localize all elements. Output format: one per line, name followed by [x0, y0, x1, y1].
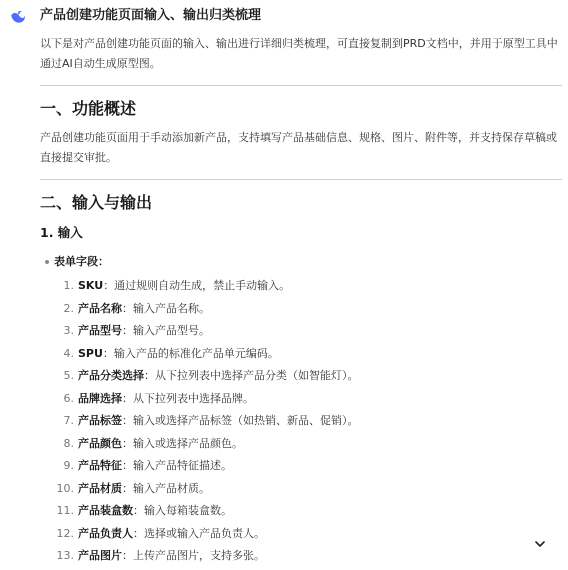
list-item-number: 7. — [63, 414, 74, 427]
field-description: ：从下拉列表中选择品牌。 — [122, 391, 254, 405]
field-name: 产品分类选择 — [78, 369, 144, 382]
field-name: SPU — [78, 346, 103, 360]
field-name: SKU — [78, 279, 104, 292]
list-item — [40, 455, 562, 478]
field-name: 产品标签 — [78, 414, 122, 427]
overview-paragraph: 产品创建功能页面用于手动添加新产品，支持填写产品基础信息、规格、图片、附件等，并支持保存草稿或直接提交审批。 — [40, 131, 557, 164]
list-item-number: 2. — [63, 301, 74, 315]
bullet-label: 表单字段： — [54, 255, 109, 268]
list-item — [40, 298, 562, 321]
list-item — [40, 523, 562, 546]
response-title: 产品创建功能页面输入、输出归类梳理 — [40, 8, 262, 23]
subsection-heading-input: 1. 输入 — [40, 225, 83, 240]
field-name: 产品型号 — [78, 324, 122, 337]
list-item-number: 9. — [63, 459, 74, 472]
chevron-down-icon — [533, 537, 547, 551]
list-item-number: 8. — [63, 436, 74, 450]
field-name: 产品装盒数 — [78, 504, 133, 517]
list-item-number: 5. — [63, 369, 74, 382]
scroll-to-bottom-button[interactable] — [528, 532, 552, 556]
field-description: ：输入产品名称。 — [122, 301, 210, 315]
section-divider — [40, 85, 562, 86]
list-item — [40, 388, 562, 411]
field-name: 产品负责人 — [78, 526, 133, 540]
list-item-number: 13. — [56, 549, 74, 562]
list-item-number: 10. — [56, 481, 74, 495]
list-item — [40, 410, 562, 433]
list-item — [40, 433, 562, 456]
section-heading-overview: 一、功能概述 — [40, 99, 137, 118]
list-item-number: 11. — [56, 504, 74, 517]
field-name: 产品颜色 — [78, 436, 122, 450]
list-item — [40, 478, 562, 501]
form-fields-bullet — [40, 252, 562, 272]
field-description: ：上传产品图片，支持多张。 — [122, 549, 265, 562]
field-description: ：输入产品材质。 — [122, 481, 210, 495]
field-name: 产品特征 — [78, 459, 122, 472]
list-item-number: 4. — [63, 346, 74, 360]
bottom-fade — [0, 562, 568, 570]
list-item-number: 12. — [56, 526, 74, 540]
field-description: ：输入或选择产品颜色。 — [122, 436, 243, 450]
field-name: 产品名称 — [78, 301, 122, 315]
response-content — [40, 34, 562, 568]
field-description: ：输入或选择产品标签（如热销、新品、促销）。 — [122, 414, 359, 427]
list-item-number: 3. — [63, 324, 74, 337]
bullet-dot-icon — [45, 260, 49, 264]
field-description: ：输入产品特征描述。 — [122, 459, 232, 472]
list-item — [40, 275, 562, 298]
field-description: ：输入产品型号。 — [122, 324, 210, 337]
field-name: 产品图片 — [78, 549, 122, 562]
list-item — [40, 365, 562, 388]
ai-assistant-logo-icon — [9, 9, 27, 27]
field-description: ：输入每箱装盒数。 — [133, 504, 232, 517]
intro-paragraph: 以下是对产品创建功能页面的输入、输出进行详细归类梳理，可直接复制到PRD文档中，并用于原型工具中通过AI自动生成原型图。 — [40, 37, 558, 70]
field-description: ：输入产品的标准化产品单元编码。 — [102, 346, 279, 360]
list-item — [40, 343, 562, 366]
field-description: ：从下拉列表中选择产品分类（如智能灯）。 — [144, 369, 359, 382]
field-description: ：通过规则自动生成，禁止手动输入。 — [103, 279, 291, 292]
list-item-number: 6. — [63, 391, 74, 405]
form-field-list — [40, 275, 562, 568]
list-item — [40, 320, 562, 343]
section-heading-io: 二、输入与输出 — [40, 193, 153, 212]
field-name: 品牌选择 — [78, 391, 122, 405]
list-item — [40, 500, 562, 523]
section-divider — [40, 179, 562, 180]
field-name: 产品材质 — [78, 481, 122, 495]
list-item-number: 1. — [63, 279, 74, 292]
field-description: ：选择或输入产品负责人。 — [133, 526, 265, 540]
